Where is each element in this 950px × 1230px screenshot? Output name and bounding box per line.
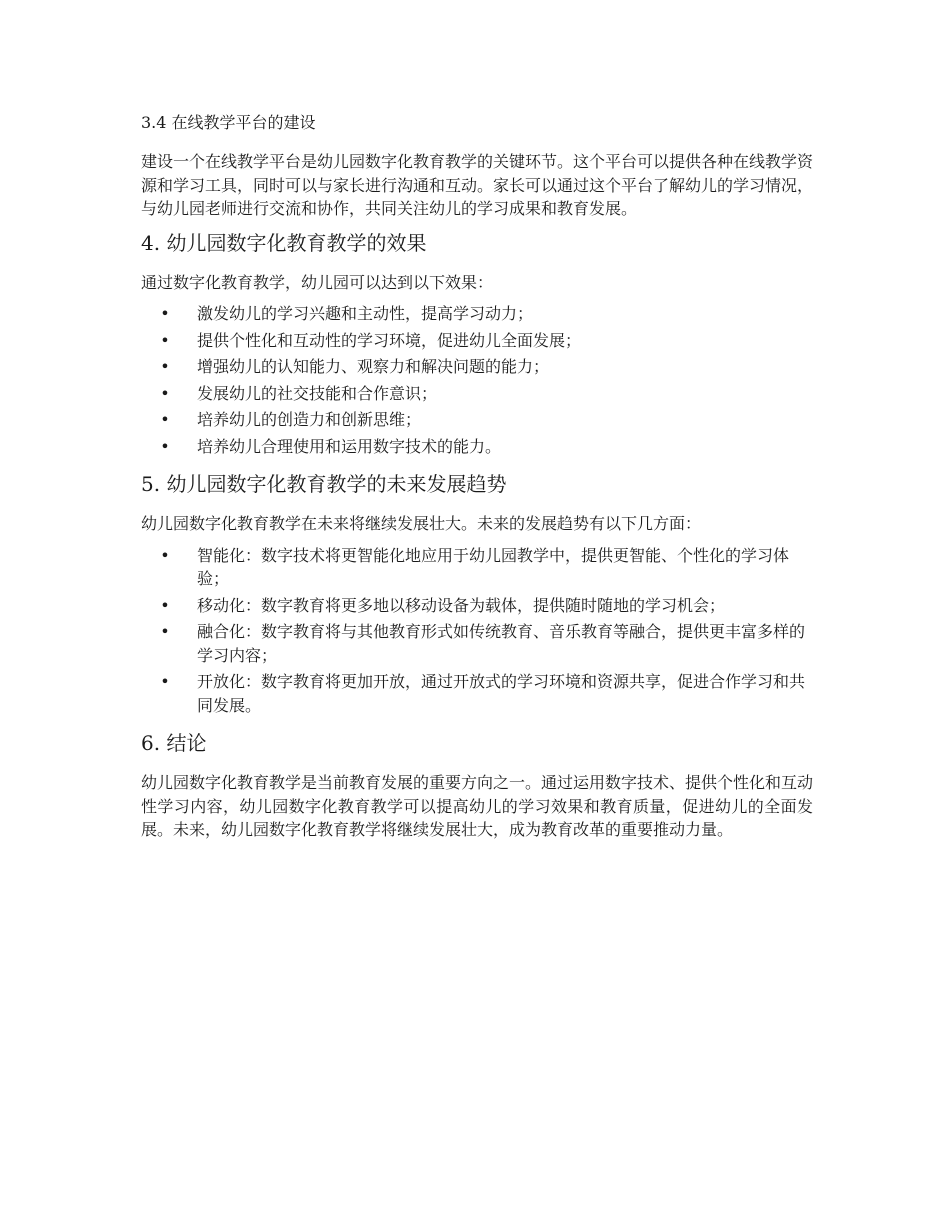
list-item-text: 培养幼儿合理使用和运用数字技术的能力。 bbox=[197, 436, 502, 456]
list-item bbox=[141, 544, 813, 591]
bullet-icon: • bbox=[160, 672, 170, 691]
bullet-icon: • bbox=[160, 436, 170, 456]
section-6-title: 6. 结论 bbox=[141, 731, 207, 755]
list-item bbox=[141, 408, 813, 432]
list-item-text: 开放化：数字教育将更加开放，通过开放式的学习环境和资源共享，促进合作学习和共同发展。 bbox=[197, 672, 806, 715]
list-item-text: 智能化：数字技术将更智能化地应用于幼儿园教学中，提供更智能、个性化的学习体验； bbox=[197, 545, 790, 588]
list-item bbox=[141, 594, 813, 618]
list-item-text: 提供个性化和互动性的学习环境，促进幼儿全面发展； bbox=[197, 330, 582, 350]
bullet-icon: • bbox=[160, 545, 170, 565]
section-4-title: 4. 幼儿园数字化教育教学的效果 bbox=[141, 230, 427, 255]
section-4-list bbox=[141, 302, 813, 458]
list-item-text: 增强幼儿的认知能力、观察力和解决问题的能力； bbox=[197, 357, 550, 376]
section-6-paragraph: 幼儿园数字化教育教学是当前教育发展的重要方向之一。通过运用数字技术、提供个性化和互动性学习内容，幼儿园数字化教育教学可以提高幼儿的学习效果和教育质量，促进幼儿的全面发展。未来，幼儿园数字化教育教学将继续发展壮大，成为教育改革的重要推动力量。 bbox=[141, 773, 814, 839]
bullet-icon: • bbox=[160, 622, 170, 641]
bullet-icon: • bbox=[160, 595, 170, 615]
list-item-text: 发展幼儿的社交技能和合作意识； bbox=[197, 383, 438, 403]
list-item bbox=[141, 329, 813, 353]
bullet-icon: • bbox=[160, 330, 170, 350]
bullet-icon: • bbox=[160, 357, 170, 376]
section-5-list bbox=[141, 544, 813, 718]
section-5-title: 5. 幼儿园数字化教育教学的未来发展趋势 bbox=[141, 472, 507, 496]
section-4-intro: 通过数字化教育教学，幼儿园可以达到以下效果： bbox=[141, 272, 494, 292]
section-3-4-paragraph: 建设一个在线教学平台是幼儿园数字化教育教学的关键环节。这个平台可以提供各种在线教学资源和学习工具，同时可以与家长进行沟通和互动。家长可以通过这个平台了解幼儿的学习情况，与幼儿园老师进行交流和协作，共同关注幼儿的学习成果和教育发展。 bbox=[141, 152, 814, 218]
list-item-text: 激发幼儿的学习兴趣和主动性，提高学习动力； bbox=[197, 304, 534, 323]
list-item-text: 培养幼儿的创造力和创新思维； bbox=[197, 410, 422, 429]
bullet-icon: • bbox=[160, 410, 170, 429]
section-3-4-title: 3.4 在线教学平台的建设 bbox=[141, 113, 316, 132]
list-item bbox=[141, 355, 813, 379]
list-item-text: 融合化：数字教育将与其他教育形式如传统教育、音乐教育等融合，提供更丰富多样的学习内容； bbox=[197, 622, 806, 665]
list-item bbox=[141, 670, 813, 717]
list-item bbox=[141, 620, 813, 667]
bullet-icon: • bbox=[160, 383, 170, 403]
document-page bbox=[141, 110, 813, 850]
section-5-intro: 幼儿园数字化教育教学在未来将继续发展壮大。未来的发展趋势有以下几方面： bbox=[141, 514, 702, 533]
list-item bbox=[141, 435, 813, 459]
list-item bbox=[141, 302, 813, 326]
list-item-text: 移动化：数字教育将更多地以移动设备为载体，提供随时随地的学习机会； bbox=[197, 595, 726, 615]
list-item bbox=[141, 382, 813, 406]
bullet-icon: • bbox=[160, 304, 170, 323]
